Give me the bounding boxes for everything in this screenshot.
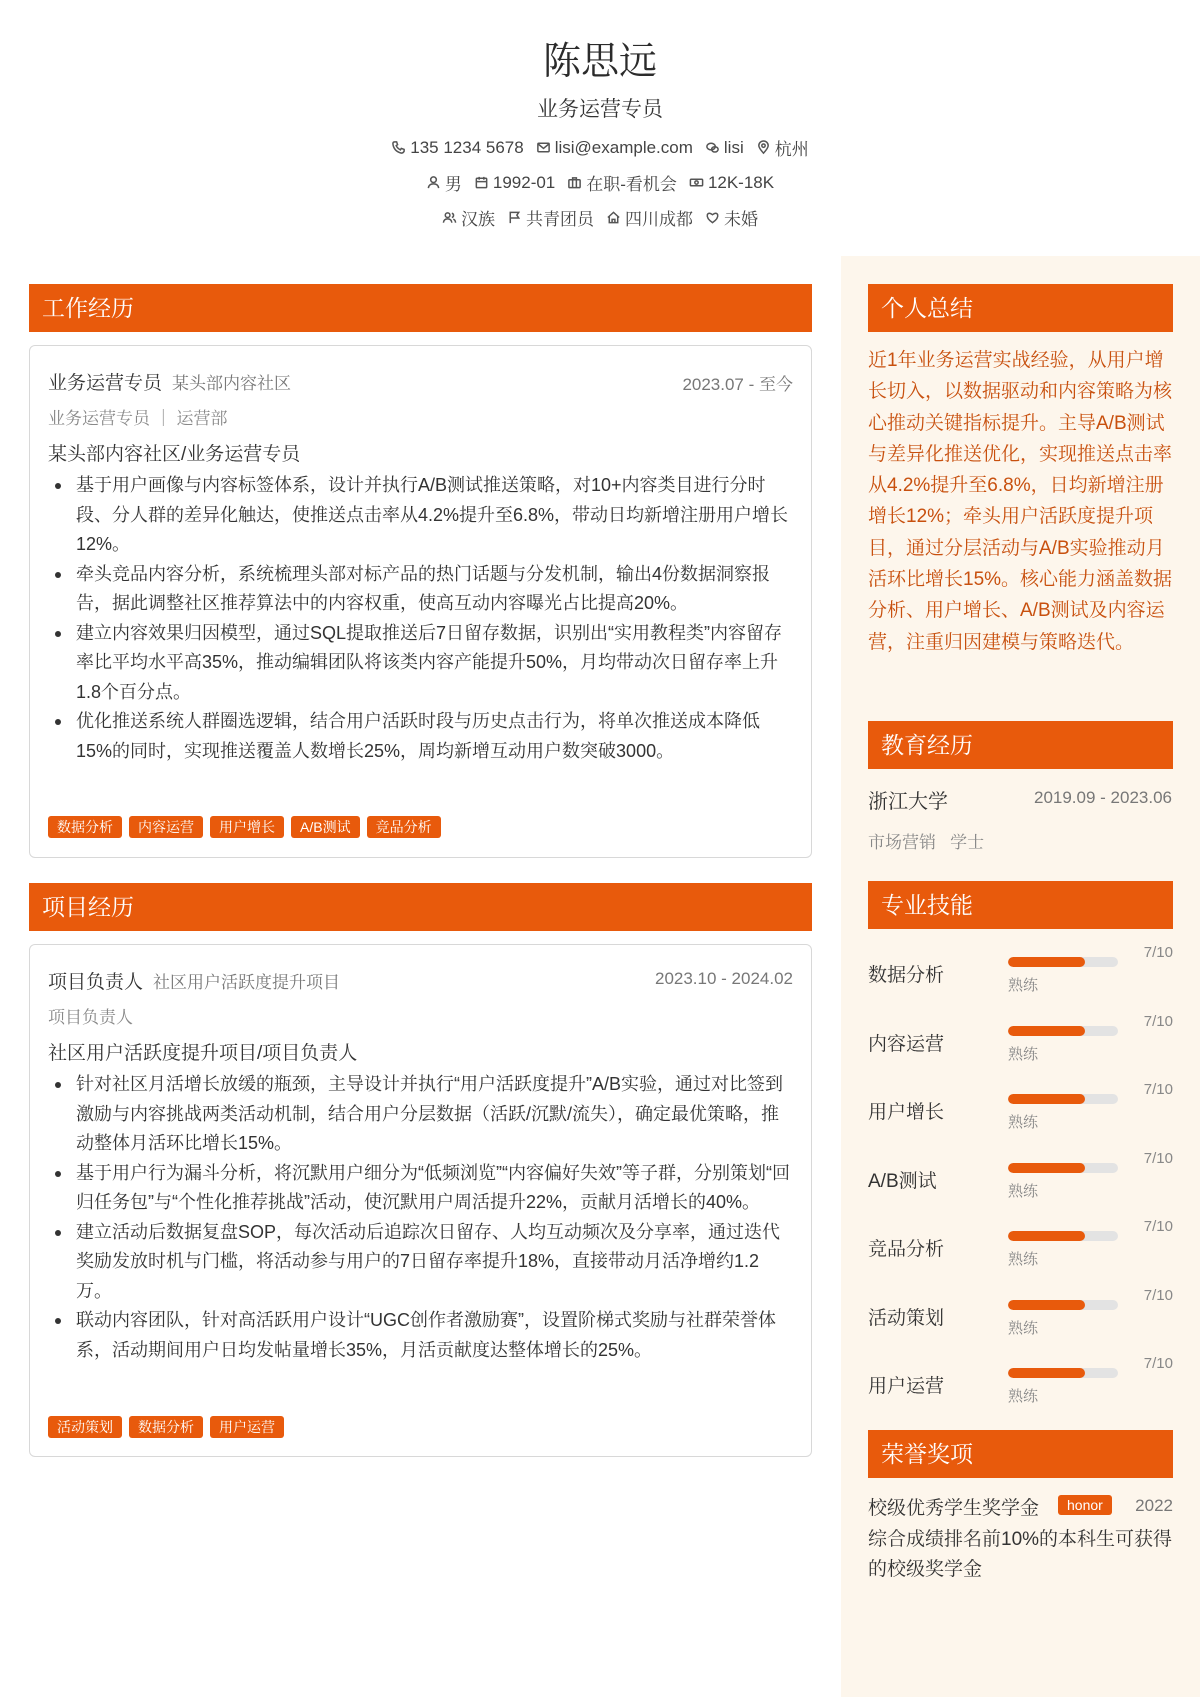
skill-name: A/B测试 xyxy=(868,1170,937,1192)
skill-bar-fill xyxy=(1008,1026,1085,1036)
skill-row xyxy=(868,1077,1173,1137)
salary-text: 12K-18K xyxy=(707,172,775,192)
list-item: 针对社区月活增长放缓的瓶颈，主导设计并执行“用户活跃度提升”A/B实验，通过对比签到激励与内容挑战两类活动机制，结合用户分层数据（活跃/沉默/流失），确定最优策略，推动整体月活环比增长15%。 xyxy=(48,1070,793,1159)
resume-header xyxy=(0,0,1200,250)
people-icon xyxy=(442,210,457,225)
contact-line xyxy=(0,135,1200,160)
skill-level: 熟练 xyxy=(1008,1114,1039,1131)
work-title: 业务运营专员 xyxy=(48,373,163,394)
skill-bar-fill xyxy=(1008,1094,1085,1104)
list-item: 基于用户画像与内容标签体系，设计并执行A/B测试推送策略，对10+内容类目进行分时段、分人群的差异化触达，使推送点击率从4.2%提升至6.8%，带动日均新增注册用户增长12%。 xyxy=(48,471,793,560)
tag: 用户运营 xyxy=(210,1416,284,1438)
section-title-awards: 荣誉奖项 xyxy=(868,1430,1173,1478)
award-year: 2022 xyxy=(1135,1496,1173,1515)
money-icon xyxy=(689,175,704,190)
award-desc: 综合成绩排名前10%的本科生可获得的校级奖学金 xyxy=(868,1529,1173,1580)
tag: 活动策划 xyxy=(48,1416,122,1438)
skill-level: 熟练 xyxy=(1008,1388,1039,1405)
ethnicity-item xyxy=(442,205,495,230)
skill-name: 用户增长 xyxy=(868,1102,945,1123)
skill-bar xyxy=(1008,1163,1118,1173)
mail-icon xyxy=(536,140,551,155)
list-item: 基于用户行为漏斗分析，将沉默用户细分为“低频浏览”“内容偏好失效”等子群，分别策划“回归任务包”与“个性化推荐挑战”活动，使沉默用户周活提升22%，贡献月活增长的40%。 xyxy=(48,1159,793,1218)
list-item: 优化推送系统人群圈选逻辑，结合用户活跃时段与历史点击行为，将单次推送成本降低15%的同时，实现推送覆盖人数增长25%，周均新增互动用户数突破3000。 xyxy=(48,707,793,766)
gender-item xyxy=(426,170,462,195)
phone-text: 135 1234 5678 xyxy=(410,137,524,157)
project-sub: 项目负责人 xyxy=(48,1008,133,1027)
section-title-education: 教育经历 xyxy=(868,721,1173,769)
list-item: 建立内容效果归因模型，通过SQL提取推送后7日留存数据，识别出“实用教程类”内容留存率比平均水平高35%，推动编辑团队将该类内容产能提升50%，月均带动次日留存率上升1.8个百分点。 xyxy=(48,619,793,708)
list-item: 建立活动后数据复盘SOP，每次活动后追踪次日留存、人均互动频次及分享率，通过迭代奖励发放时机与门槛，将活动参与用户的7日留存率提升18%，直接带动月活净增约1.2万。 xyxy=(48,1218,793,1307)
skill-row xyxy=(868,1009,1173,1069)
tag: 竞品分析 xyxy=(367,816,441,838)
project-title-row xyxy=(48,967,340,994)
edu-date: 2019.09 - 2023.06 xyxy=(1033,788,1172,807)
political-text: 共青团员 xyxy=(526,210,594,229)
skill-row xyxy=(868,1214,1173,1274)
skill-row xyxy=(868,1283,1173,1343)
award-badge: honor xyxy=(1058,1495,1112,1515)
status-text: 在职-看机会 xyxy=(586,175,677,194)
work-tags xyxy=(48,816,441,838)
salary-item xyxy=(689,170,774,195)
birth-item xyxy=(474,170,555,195)
skill-score: 7/10 xyxy=(1143,1286,1173,1304)
project-bullets xyxy=(48,1070,793,1365)
work-org: 某头部内容社区 xyxy=(172,374,292,393)
email-text: lisi@example.com xyxy=(554,137,693,157)
calendar-icon xyxy=(474,175,489,190)
section-title-summary: 个人总结 xyxy=(868,284,1173,332)
background-line xyxy=(0,205,1200,230)
skill-level: 熟练 xyxy=(1008,1319,1039,1337)
skill-bar-fill xyxy=(1008,1368,1085,1378)
work-sub: 业务运营专员 ｜ 运营部 xyxy=(48,409,228,428)
skill-row xyxy=(868,940,1173,1000)
ethnicity-text: 汉族 xyxy=(461,210,495,229)
briefcase-icon xyxy=(567,175,582,190)
project-tags xyxy=(48,1416,284,1438)
hometown-item xyxy=(606,205,693,230)
award-name: 校级优秀学生奖学金 xyxy=(868,1498,1040,1519)
skill-bar xyxy=(1008,1300,1118,1310)
skill-level: 熟练 xyxy=(1008,1251,1039,1268)
summary-text: 近1年业务运营实战经验，从用户增长切入，以数据驱动和内容策略为核心推动关键指标提升。主导A/B测试与差异化推送优化，实现推送点击率从4.2%提升至6.8%，日均新增注册增长12%；牵头用户活跃度提升项目，通过分层活动与A/B实验推动月活环比增长15%。核心能力涵盖数据分析、用户增长、A/B测试及内容运营，注重归因建模与策略迭代。 xyxy=(868,350,1173,653)
skill-score: 7/10 xyxy=(1143,1081,1173,1098)
skill-level: 熟练 xyxy=(1008,1045,1039,1063)
location-item xyxy=(756,135,809,160)
skill-name: 活动策划 xyxy=(868,1307,945,1329)
skill-score: 7/10 xyxy=(1143,1149,1173,1167)
list-item: 联动内容团队，针对高活跃用户设计“UGC创作者激励赛”，设置阶梯式奖励与社群荣誉体系，活动期间用户日均发帖量增长35%，月活贡献度达整体增长的25%。 xyxy=(48,1306,793,1365)
project-date: 2023.10 - 2024.02 xyxy=(654,969,793,988)
skill-name: 内容运营 xyxy=(868,1033,945,1055)
flag-icon xyxy=(507,210,522,225)
skill-bar-fill xyxy=(1008,1231,1085,1241)
gender-text: 男 xyxy=(444,175,462,194)
skill-level: 熟练 xyxy=(1008,1182,1039,1200)
project-heading: 社区用户活跃度提升项目/项目负责人 xyxy=(48,1043,358,1064)
tag: A/B测试 xyxy=(291,816,360,838)
tag: 用户增长 xyxy=(210,816,284,838)
skill-bar xyxy=(1008,1026,1118,1036)
section-title-work: 工作经历 xyxy=(29,284,812,332)
edu-major: 市场营销 学士 xyxy=(868,833,985,852)
skill-name: 竞品分析 xyxy=(868,1239,945,1260)
tag: 数据分析 xyxy=(129,1416,203,1438)
birth-text: 1992-01 xyxy=(492,172,556,192)
candidate-role: 业务运营专员 xyxy=(537,98,663,121)
section-title-project: 项目经历 xyxy=(29,883,812,931)
skill-score: 7/10 xyxy=(1143,1012,1173,1030)
personal-line xyxy=(0,170,1200,195)
skill-bar xyxy=(1008,1368,1118,1378)
skill-row xyxy=(868,1351,1173,1411)
skill-name: 用户运营 xyxy=(868,1376,945,1397)
wechat-icon xyxy=(705,140,720,155)
skill-bar-fill xyxy=(1008,1163,1085,1173)
location-icon xyxy=(756,140,771,155)
location-text: 杭州 xyxy=(774,140,809,159)
section-title-skills: 专业技能 xyxy=(868,881,1173,929)
marital-item xyxy=(705,205,758,230)
phone-item xyxy=(391,135,523,160)
work-card xyxy=(29,345,812,858)
tag: 数据分析 xyxy=(48,816,122,838)
hometown-text: 四川成都 xyxy=(625,210,693,229)
skill-score: 7/10 xyxy=(1143,1218,1173,1235)
work-heading: 某头部内容社区/业务运营专员 xyxy=(48,444,301,465)
edu-school: 浙江大学 xyxy=(868,791,948,813)
phone-icon xyxy=(391,140,406,155)
work-title-row xyxy=(48,368,291,395)
work-date: 2023.07 - 至今 xyxy=(682,375,793,394)
project-card xyxy=(29,944,812,1457)
skill-bar-fill xyxy=(1008,957,1085,967)
person-icon xyxy=(426,175,441,190)
tag: 内容运营 xyxy=(129,816,203,838)
skill-bar-fill xyxy=(1008,1300,1085,1310)
project-org: 社区用户活跃度提升项目 xyxy=(153,973,341,992)
skill-score: 7/10 xyxy=(1143,944,1173,961)
skill-bar xyxy=(1008,1094,1118,1104)
skill-level: 熟练 xyxy=(1008,977,1039,994)
project-title: 项目负责人 xyxy=(48,972,144,993)
skill-score: 7/10 xyxy=(1143,1355,1173,1372)
skill-name: 数据分析 xyxy=(868,965,945,986)
email-item xyxy=(536,135,693,160)
candidate-name: 陈思远 xyxy=(542,41,657,83)
skill-bar xyxy=(1008,1231,1118,1241)
wechat-text: lisi xyxy=(723,137,744,157)
political-item xyxy=(507,205,594,230)
marital-text: 未婚 xyxy=(724,210,758,229)
wechat-item xyxy=(705,135,744,160)
home-icon xyxy=(606,210,621,225)
skill-row xyxy=(868,1146,1173,1206)
skill-bar xyxy=(1008,957,1118,967)
status-item xyxy=(567,170,677,195)
heart-icon xyxy=(705,210,720,225)
work-bullets xyxy=(48,471,793,766)
list-item: 牵头竞品内容分析，系统梳理头部对标产品的热门话题与分发机制，输出4份数据洞察报告，据此调整社区推荐算法中的内容权重，使高互动内容曝光占比提高20%。 xyxy=(48,560,793,619)
